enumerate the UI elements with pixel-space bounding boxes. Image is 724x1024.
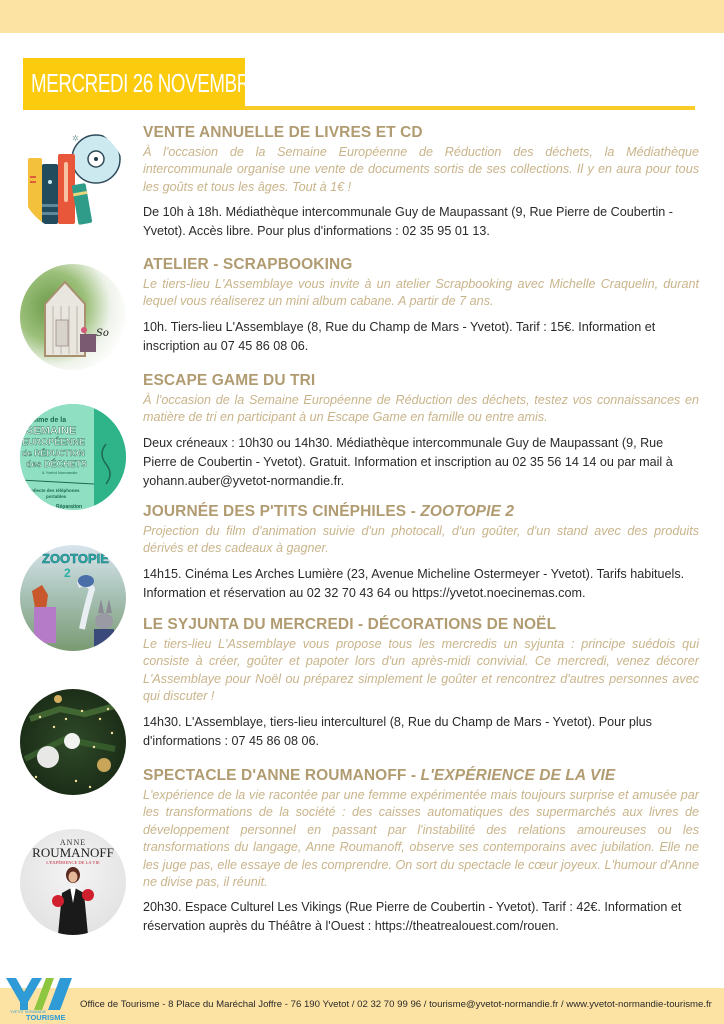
event-title: ATELIER - SCRAPBOOKING: [143, 256, 353, 273]
footer-contact-text: Office de Tourisme - 8 Place du Maréchal Joffre - 76 190 Yvetot / 02 32 70 99 96 / tourisme@yvetot-normandie.fr / www.yvetot-normandie-tourisme.fr: [80, 999, 712, 1010]
yvetot-logo-icon: [4, 976, 74, 1022]
anne-roumanoff-poster-graphic: [20, 829, 126, 935]
event-info: De 10h à 18h. Médiathèque intercommunale Guy de Maupassant (9, Rue Pierre de Coubertin - Yvetot). Accès libre. Pour plus d'informations : 02 35 95 01 13.: [143, 205, 673, 239]
cabin-album-icon: [20, 264, 126, 370]
svg-text:✲: ✲: [72, 134, 79, 143]
scrapbooking-image: [20, 264, 126, 370]
svg-text:Collecte des téléphones: Collecte des téléphones: [28, 488, 80, 493]
christmas-tree-image: [20, 689, 126, 795]
svg-text:TOURISME: TOURISME: [26, 1013, 66, 1022]
svg-text:L'EXPÉRIENCE DE LA VIE: L'EXPÉRIENCE DE LA VIE: [46, 860, 100, 865]
svg-text:Réparation: Réparation: [56, 504, 83, 510]
svg-text:de RÉDUCTION: de RÉDUCTION: [22, 448, 85, 458]
date-divider: [245, 106, 695, 110]
event-description: Projection du film d'animation suivie d'un photocall, d'un goûter, d'un stand avec des produits dérivés et des cadeaux à gagner.: [143, 524, 699, 556]
books-cd-icon: [20, 126, 126, 232]
event-info: 10h. Tiers-lieu L'Assemblaye (8, Rue du Champ de Mars - Yvetot). Tarif : 15€. Information et inscription au 07 45 86 08 06.: [143, 319, 656, 353]
svg-text:2: 2: [64, 566, 71, 580]
event-anne-roumanoff: [143, 766, 699, 936]
top-band: [0, 0, 724, 33]
semaine-europeenne-poster-graphic: [20, 404, 126, 510]
christmas-ornaments-graphic: [20, 689, 126, 795]
event-title: ESCAPE GAME DU TRI: [143, 372, 316, 389]
svg-text:& Yvetot Normandie: & Yvetot Normandie: [42, 470, 78, 475]
event-info: 14h30. L'Assemblaye, tiers-lieu interculturel (8, Rue du Champ de Mars - Yvetot). Pour plus d'informations : 07 45 86 08 06.: [143, 714, 652, 748]
event-description: Le tiers-lieu L'Assemblaye vous invite à un atelier Scrapbooking avec Michelle Craquelin, durant lequel vous réaliserez un mini album cabane. A partir de 7 ans.: [143, 277, 699, 309]
event-description: À l'occasion de la Semaine Européenne de Réduction des déchets, la Médiathèque intercommunale organise une vente de documents sortis de ses collections. Il y en aura pour tous les goûts et tous les âges. Tout à 1€ !: [143, 145, 699, 194]
event-description: Le tiers-lieu L'Assemblaye vous propose tous les mercredis un syjunta : principe suédois qui consiste à créer, goûter et papoter lors d'un après-midi convivial. Ce mercredi, venez décorer L'Assemblaye pour Noël ou préparez simplement le goûter et rencontrez d'autres personnes avec qui discuter !: [143, 637, 699, 704]
event-vente-livres: [143, 123, 699, 241]
anne-roumanoff-poster: [20, 829, 126, 935]
escape-game-poster: [20, 404, 126, 510]
svg-text:YVETOT NORMANDIE: YVETOT NORMANDIE: [10, 1010, 47, 1014]
event-title: JOURNÉE DES P'TITS CINÉPHILES - ZOOTOPIE 2: [143, 503, 515, 520]
event-zootopie: [143, 502, 699, 603]
svg-text:des DÉCHETS: des DÉCHETS: [26, 459, 88, 469]
event-info: 14h15. Cinéma Les Arches Lumière (23, Avenue Micheline Ostermeyer - Yvetot). Tarifs habituels. Information et réservation au 02 32 70 43 64 ou https://yvetot.noecinemas.com.: [143, 566, 685, 600]
date-heading: MERCREDI 26 NOVEMBRE: [31, 68, 263, 98]
zootopie-poster: [20, 545, 126, 651]
books-cd-image: [20, 126, 126, 232]
event-title: LE SYJUNTA DU MERCREDI - DÉCORATIONS DE NOËL: [143, 616, 557, 633]
svg-text:ZOOTOPIE: ZOOTOPIE: [42, 551, 109, 566]
tourism-logo: [4, 976, 74, 1022]
svg-text:SEMAINE: SEMAINE: [26, 425, 77, 437]
svg-text:amme de la: amme de la: [28, 417, 67, 424]
zootopie-characters-graphic: [20, 545, 126, 651]
svg-text:ANNE: ANNE: [59, 838, 87, 847]
svg-text:ROUMANOFF: ROUMANOFF: [32, 845, 114, 860]
event-info: 20h30. Espace Culturel Les Vikings (Rue Pierre de Coubertin - Yvetot). Tarif : 42€. Information et réservation auprès du Théâtre à l'Ouest : https://theatrealouest.com/rouen.: [143, 900, 682, 934]
event-escape-game: [143, 371, 699, 491]
date-banner: [23, 58, 263, 110]
event-title: SPECTACLE D'ANNE ROUMANOFF - L'EXPÉRIENCE DE LA VIE: [143, 767, 616, 784]
svg-text:So: So: [96, 328, 109, 339]
event-syjunta: [143, 615, 699, 751]
event-description: À l'occasion de la Semaine Européenne de Réduction des déchets, testez vos connaissances en matière de tri en participant à un Escape Game en famille ou entre amis.: [143, 393, 699, 425]
event-info: Deux créneaux : 10h30 ou 14h30. Médiathèque intercommunale Guy de Maupassant (9, Rue Pierre de Coubertin - Yvetot). Gratuit. Information et inscription au 02 35 56 14 14 ou par mail à yohann.auber@yvetot-normandie.fr.: [143, 435, 673, 488]
event-scrapbooking: [143, 255, 699, 356]
svg-text:portables: portables: [46, 494, 67, 499]
event-description: L'expérience de la vie racontée par une femme expérimentée mais toujours surprise et amusée par les transformations de la société : des caisses automatiques des supermarchés aux livres de développement personnel en passant par l'instabilité des relations amoureuses ou les transformations du langage, Anne Roumanoff, observe ses contemporains avec jubilation. Elle ne les juge pas, elle essaye de les comprendre. On sort du spectacle le cœur joyeux. L'humour d'Anne ne divise pas, il réunit.: [143, 788, 699, 890]
svg-text:EUROPÉENNE: EUROPÉENNE: [22, 437, 86, 447]
event-title: VENTE ANNUELLE DE LIVRES ET CD: [143, 124, 423, 141]
